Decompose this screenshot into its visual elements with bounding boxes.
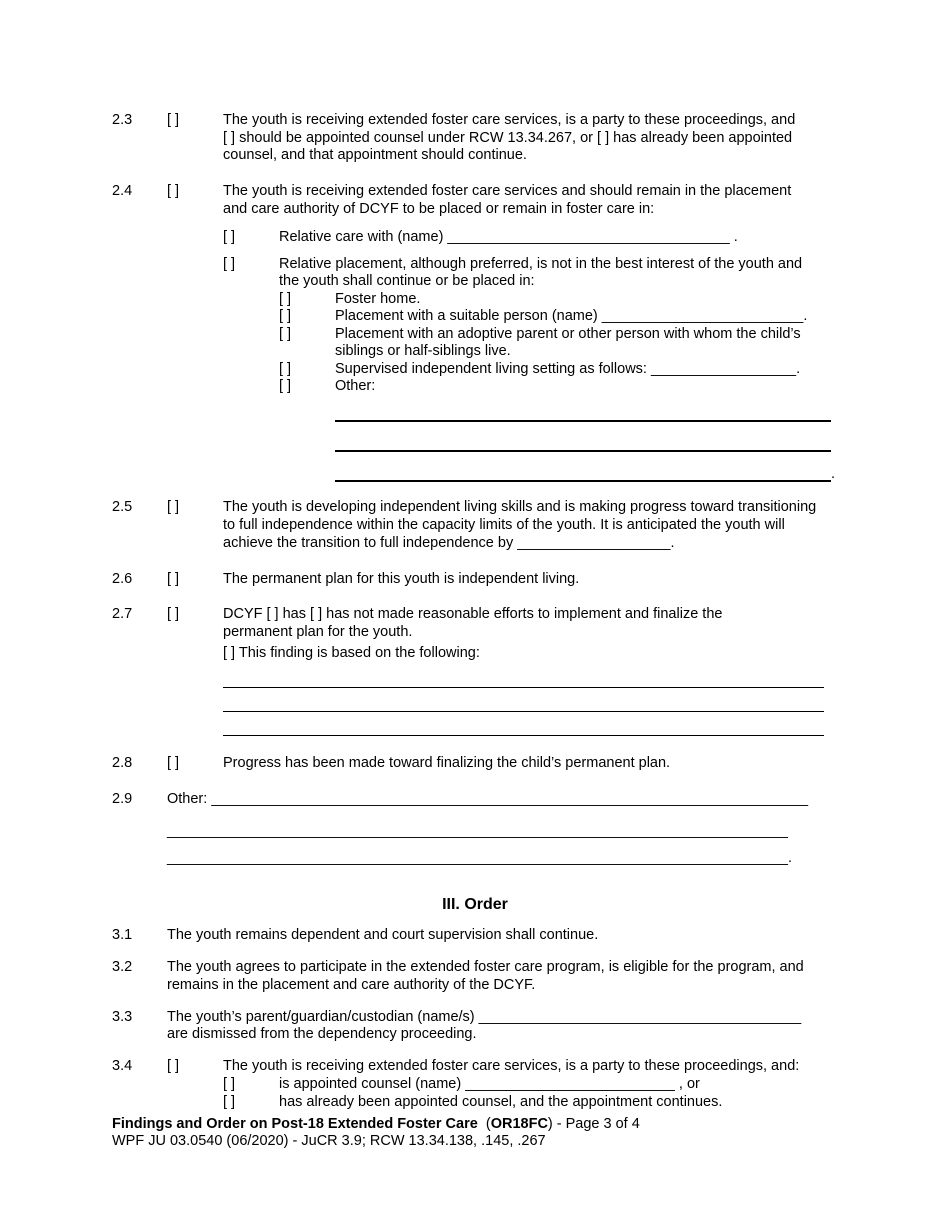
section-number: 2.7 [112, 606, 133, 622]
text-line: permanent plan for the youth. [223, 624, 413, 640]
blank-line[interactable] [335, 450, 831, 452]
end-period: . [831, 466, 836, 482]
section-number: 2.4 [112, 183, 133, 199]
blank-line[interactable] [223, 687, 824, 688]
text-line: to full independence within the capacity limits of the youth. It is anticipated the youth will [223, 517, 785, 533]
blank-line[interactable] [335, 420, 831, 422]
option-adoptive-parent: Placement with an adoptive parent or other person with whom the child’s [335, 326, 801, 342]
checkbox[interactable]: [ ] [167, 571, 180, 587]
checkbox[interactable]: [ ] [279, 291, 292, 307]
other-line: _____________________________________________________________________________ [167, 823, 788, 839]
checkbox[interactable]: [ ] [279, 308, 292, 324]
text-line: The youth’s parent/guardian/custodian (name/s) ________________________________________ [167, 1009, 802, 1025]
option-suitable-person: Placement with a suitable person (name) _________________________. [335, 308, 808, 324]
form-title: Findings and Order on Post-18 Extended Foster Care [112, 1116, 478, 1132]
text-line: are dismissed from the dependency proceeding. [167, 1026, 477, 1042]
blank-line[interactable] [335, 480, 831, 482]
text-line: counsel, and that appointment should continue. [223, 147, 527, 163]
text-line: The youth is receiving extended foster care services and should remain in the placement [223, 183, 792, 199]
checkbox[interactable]: [ ] [279, 378, 292, 394]
checkbox[interactable]: [ ] [279, 326, 292, 342]
text-line: remains in the placement and care authority of the DCYF. [167, 977, 536, 993]
order-heading: III. Order [442, 896, 508, 913]
text-line: [ ] This finding is based on the following: [223, 645, 480, 661]
checkbox[interactable]: [ ] [223, 1076, 236, 1092]
counsel-appointed-line: is appointed counsel (name) __________________________ , or [279, 1076, 700, 1092]
text-line: The youth is receiving extended foster care services, is a party to these proceedings, and: [223, 1058, 800, 1074]
checkbox[interactable]: [ ] [223, 256, 236, 272]
checkbox[interactable]: [ ] [167, 112, 180, 128]
section-number: 2.3 [112, 112, 133, 128]
section-number: 2.5 [112, 499, 133, 515]
text-line: Progress has been made toward finalizing the child’s permanent plan. [223, 755, 671, 771]
option-adoptive-parent-cont: siblings or half-siblings live. [335, 343, 511, 359]
checkbox[interactable]: [ ] [223, 1094, 236, 1110]
checkbox[interactable]: [ ] [167, 499, 180, 515]
section-number: 2.6 [112, 571, 133, 587]
text-line: The youth remains dependent and court supervision shall continue. [167, 927, 599, 943]
checkbox[interactable]: [ ] [223, 229, 236, 245]
checkbox[interactable]: [ ] [279, 361, 292, 377]
text-line: The youth is receiving extended foster care services, is a party to these proceedings, and [223, 112, 796, 128]
other-line: Other: __________________________________________________________________________ [167, 791, 809, 807]
blank-line[interactable] [223, 735, 824, 736]
form-code: OR18FC [490, 1116, 548, 1132]
footer-citation: WPF JU 03.0540 (06/2020) - JuCR 3.9; RCW 13.34.138, .145, .267 [112, 1133, 546, 1149]
text-line: achieve the transition to full independence by ___________________. [223, 535, 675, 551]
checkbox[interactable]: [ ] [167, 183, 180, 199]
footer-title-line [112, 1116, 640, 1133]
checkbox[interactable]: [ ] [167, 606, 180, 622]
relative-care-line: Relative care with (name) ___________________________________ . [279, 229, 738, 245]
text-line: The permanent plan for this youth is independent living. [223, 571, 580, 587]
section-number: 3.2 [112, 959, 133, 975]
other-line: _____________________________________________________________________________. [167, 850, 792, 866]
blank-line[interactable] [223, 711, 824, 712]
section-number: 2.9 [112, 791, 133, 807]
page-number: ) - Page 3 of 4 [547, 1116, 640, 1132]
form-code-open: ( [485, 1116, 491, 1132]
text-line: the youth shall continue or be placed in: [279, 273, 535, 289]
counsel-continues-line: has already been appointed counsel, and the appointment continues. [279, 1094, 723, 1110]
option-foster-home: Foster home. [335, 291, 421, 307]
text-line: [ ] should be appointed counsel under RCW 13.34.267, or [ ] has already been appointed [223, 130, 793, 146]
option-supervised-living: Supervised independent living setting as follows: __________________. [335, 361, 801, 377]
section-number: 3.1 [112, 927, 133, 943]
checkbox[interactable]: [ ] [167, 1058, 180, 1074]
text-line: and care authority of DCYF to be placed or remain in foster care in: [223, 201, 655, 217]
text-line: The youth agrees to participate in the extended foster care program, is eligible for the program, and [167, 959, 804, 975]
option-other: Other: [335, 378, 376, 394]
checkbox[interactable]: [ ] [167, 755, 180, 771]
text-line: Relative placement, although preferred, is not in the best interest of the youth and [279, 256, 803, 272]
section-number: 3.3 [112, 1009, 133, 1025]
section-number: 2.8 [112, 755, 133, 771]
text-line: The youth is developing independent living skills and is making progress toward transitioning [223, 499, 817, 515]
section-number: 3.4 [112, 1058, 133, 1074]
text-line: DCYF [ ] has [ ] has not made reasonable efforts to implement and finalize the [223, 606, 723, 622]
